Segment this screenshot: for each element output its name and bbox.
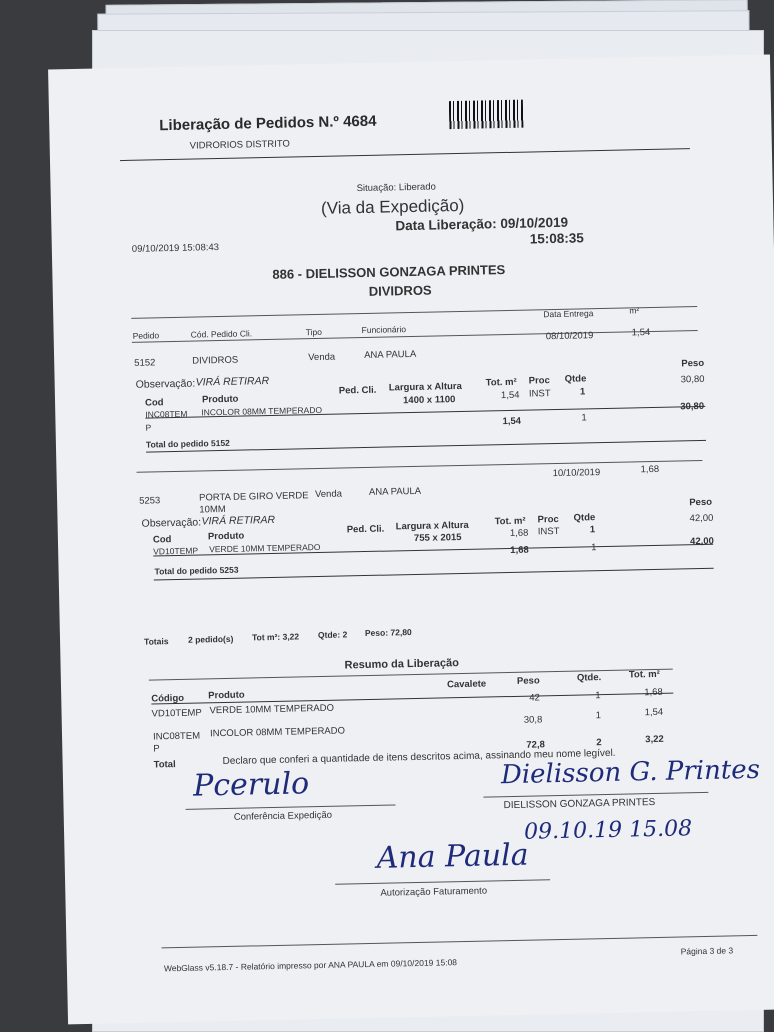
item-tot-m2: 1,54 <box>500 389 520 402</box>
order-client-code: DIVIDROS <box>192 354 239 367</box>
item-code-wrap: P <box>145 422 152 433</box>
item-product: INCOLOR 08MM TEMPERADO <box>201 404 323 418</box>
order-total-label: Total do pedido 5253 <box>154 564 239 577</box>
col-cod-pedido-cli: Cód. Pedido Cli. <box>190 328 253 340</box>
item-qtde: 1 <box>589 524 596 536</box>
col-ped-cli: Ped. Cli. <box>346 523 385 536</box>
col-m2: m² <box>629 305 640 316</box>
col-cod: Cod <box>144 397 164 409</box>
col-proc: Proc <box>528 375 550 387</box>
conferencia-signature: Pcerulo <box>192 766 310 804</box>
order-total-qtde: 1 <box>591 542 597 554</box>
summary-total-peso: 72,8 <box>526 739 545 751</box>
summary-row-qtde: 1 <box>595 690 601 702</box>
totals-pedidos: 2 pedido(s) <box>187 633 234 645</box>
document-page <box>48 54 774 1024</box>
order-total-label: Total do pedido 5152 <box>145 437 230 450</box>
via-label: (Via da Expedição) <box>320 195 465 218</box>
totals-qtde: Qtde: 2 <box>317 629 348 641</box>
summary-row-code: INC08TEM <box>152 730 201 743</box>
order-number: 5253 <box>139 495 161 507</box>
order-delivery-date: 08/10/2019 <box>545 330 594 343</box>
summary-row-tot-m2: 1,68 <box>644 686 663 699</box>
item-proc: INST <box>528 388 551 400</box>
item-dimensions: 1400 x 1100 <box>402 394 456 407</box>
order-client-code-wrap: 10MM <box>199 503 226 516</box>
item-proc: INST <box>537 525 560 538</box>
authorization-label: Autorização Faturamento <box>380 885 488 899</box>
col-tipo: Tipo <box>305 326 322 338</box>
item-peso: 42,00 <box>689 512 714 525</box>
order-delivery-date: 10/10/2019 <box>552 467 601 480</box>
order-total-m2: 1,68 <box>510 544 529 556</box>
summary-title: Resumo da Liberação <box>344 657 460 672</box>
col-tot-m2: Tot. m² <box>494 515 526 528</box>
client-subname: DIVIDROS <box>368 282 432 299</box>
col-peso: Peso <box>681 357 705 370</box>
barcode <box>449 100 524 130</box>
col-qtde: Qtde <box>564 373 587 385</box>
totals-peso: Peso: 72,80 <box>364 627 412 639</box>
order-m2: 1,68 <box>640 463 660 476</box>
conferencia-label: Conferência Expedição <box>233 809 333 823</box>
col-qtde: Qtde <box>573 512 596 524</box>
order-total-m2: 1,54 <box>502 415 522 428</box>
order-type: Venda <box>308 351 336 364</box>
summary-row-peso: 42 <box>529 692 541 704</box>
summary-col-cavalete: Cavalete <box>446 678 487 691</box>
summary-row-product: VERDE 10MM TEMPERADO <box>209 702 335 717</box>
document-title: Liberação de Pedidos N.º 4684 <box>159 112 377 135</box>
footer-page: Página 3 de 3 <box>680 945 734 957</box>
company-name: VIDRORIOS DISTRITO <box>189 138 290 152</box>
authorization-signature: Ana Paula <box>376 837 529 876</box>
col-largura-altura: Largura x Altura <box>395 519 469 533</box>
col-peso: Peso <box>689 496 713 509</box>
totals-label: Totais <box>143 636 169 647</box>
summary-col-qtde: Qtde. <box>576 672 602 684</box>
col-produto: Produto <box>207 530 245 543</box>
order-total-qtde: 1 <box>581 412 587 424</box>
item-tot-m2: 1,68 <box>509 527 529 539</box>
item-product: VERDE 10MM TEMPERADO <box>209 541 321 555</box>
col-pedido: Pedido <box>132 330 160 341</box>
col-cod: Cod <box>152 534 172 546</box>
summary-total-label: Total <box>153 759 176 771</box>
order-client-code: PORTA DE GIRO VERDE <box>198 490 309 504</box>
order-employee: ANA PAULA <box>368 485 422 498</box>
summary-col-tot-m2: Tot. m² <box>628 668 660 681</box>
summary-total-tot-m2: 3,22 <box>645 733 664 746</box>
release-time: 15:08:35 <box>529 230 584 247</box>
item-code: INC08TEM <box>145 408 188 420</box>
observation-label: Observação: <box>141 516 202 530</box>
summary-row-code: VD10TEMP <box>151 707 202 720</box>
summary-col-codigo: Código <box>151 692 185 705</box>
summary-row-product: INCOLOR 08MM TEMPERADO <box>209 725 346 740</box>
order-m2: 1,54 <box>631 327 651 339</box>
summary-col-produto: Produto <box>208 689 245 702</box>
order-total-peso: 30,80 <box>680 400 705 413</box>
totals-m2: Tot m²: 3,22 <box>251 631 300 643</box>
item-qtde: 1 <box>579 386 586 398</box>
col-largura-altura: Largura x Altura <box>388 380 462 394</box>
client-signature: Dielisson G. Printes <box>500 754 761 791</box>
col-ped-cli: Ped. Cli. <box>338 384 377 397</box>
col-funcionario: Funcionário <box>361 324 407 336</box>
col-proc: Proc <box>537 513 559 526</box>
summary-row-qtde: 1 <box>595 710 602 722</box>
footer-report: WebGlass v5.18.7 - Relatório impresso por ANA PAULA em 09/10/2019 15:08 <box>163 957 458 974</box>
order-number: 5152 <box>134 357 156 369</box>
status: Situação: Liberado <box>356 181 436 195</box>
summary-row-tot-m2: 1,54 <box>644 706 664 719</box>
observation-label: Observação: <box>135 377 196 391</box>
order-type: Venda <box>314 488 343 501</box>
client-signature-label: DIELISSON GONZAGA PRINTES <box>503 797 656 812</box>
col-tot-m2: Tot. m² <box>485 376 517 389</box>
observation-value: VIRÁ RETIRAR <box>195 374 270 389</box>
order-employee: ANA PAULA <box>364 348 417 362</box>
summary-total-qtde: 2 <box>596 737 602 749</box>
client-name: 886 - DIELISSON GONZAGA PRINTES <box>272 262 506 282</box>
col-data-entrega: Data Entrega <box>543 308 594 320</box>
summary-col-peso: Peso <box>516 675 540 687</box>
summary-row-code-wrap: P <box>153 743 160 755</box>
summary-row-peso: 30,8 <box>523 714 543 726</box>
item-peso: 30,80 <box>680 373 705 386</box>
release-date: Data Liberação: 09/10/2019 <box>395 214 569 234</box>
item-dimensions: 755 x 2015 <box>413 532 462 544</box>
declaration-text: Declaro que conferi a quantidade de itens descritos acima, assinando meu nome legível. <box>222 747 616 768</box>
item-code: VD10TEMP <box>153 545 199 557</box>
handwritten-date: 09.10.19 15.08 <box>523 816 693 845</box>
col-produto: Produto <box>201 393 239 406</box>
print-datetime: 09/10/2019 15:08:43 <box>131 242 220 255</box>
order-total-peso: 42,00 <box>689 535 714 548</box>
observation-value: VIRÁ RETIRAR <box>201 513 276 528</box>
